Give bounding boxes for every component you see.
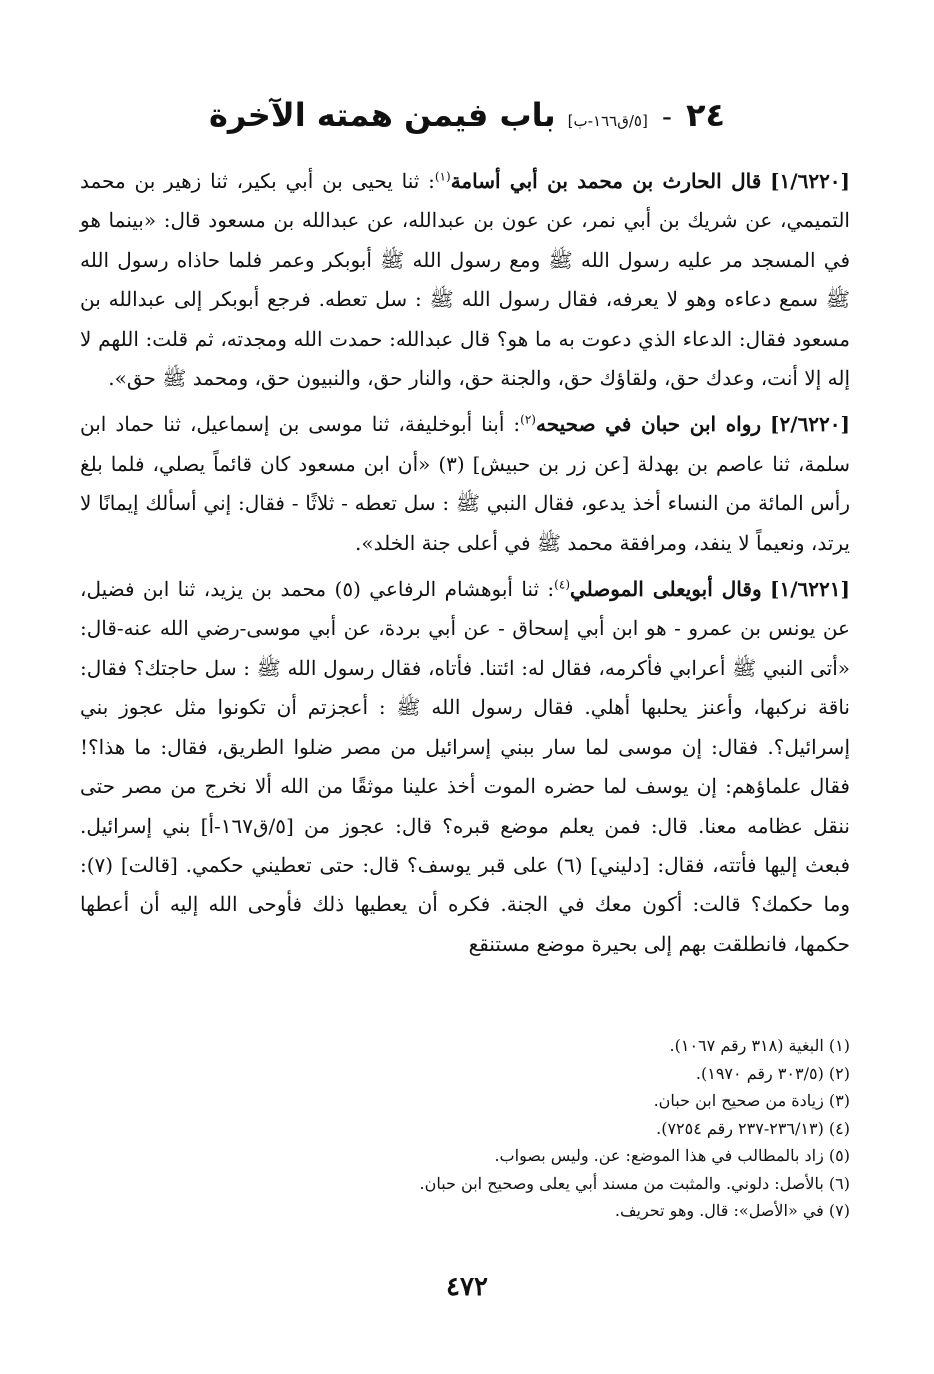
- hadith-paragraph: [80, 570, 850, 964]
- hadith-ref: [٢/٦٢٢٠]: [770, 412, 850, 437]
- footnote-marker: (١): [434, 169, 451, 184]
- footnote: (٣) زيادة من صحيح ابن حبان.: [653, 1091, 850, 1110]
- chapter-heading: [80, 96, 854, 146]
- footnote: (٧) في «الأصل»: قال. وهو تحريف.: [614, 1201, 850, 1220]
- hadith-body: : ثنا أبوهشام الرفاعي (٥) محمد بن يزيد، ثنا ابن فضيل، عن يونس بن عمرو - هو ابن أبي إسحاق - عن أبي بردة، عن أبي موسى-رضي الله عنه-قال: «أتى النبي ﷺ أعرابي فأكرمه، فقال له: ائتنا. فأتاه، فقال رسول الله ﷺ : سل حاجتك؟ فقال: ناقة نركبها، وأعنز يحلبها أهلي. فقال رسول الله ﷺ : أعجزتم أن تكونوا مثل عجوز بني إسرائيل؟. فقال: إن موسى لما سار ببني إسرائيل من مصر ضلوا الطريق، فقال: ما هذا؟! فقال علماؤهم: إن يوسف لما حضره الموت أخذ علينا موثقًا من الله ألا نخرج من مصر حتى ننقل عظامه معنا. قال: فمن يعلم موضع قبره؟ قال: عجوز من [٥/ق١٦٧-أ] بني إسرائيل. فبعث إليها فأتته، فقال: [دليني] (٦) على قبر يوسف؟ قال: حتى تعطيني حكمي. [قالت] (٧): وما حكمك؟ قالت: أكون معك في الجنة. فكره أن يعطيها ذلك فأوحى الله إليه أن أعطها حكمها، فانطلقت بهم إلى بحيرة موضع مستنقع: [80, 577, 850, 956]
- main-text: [80, 162, 850, 964]
- footnote-marker: (٤): [554, 577, 570, 592]
- manuscript-reference: [٥/ق١٦٦-ب]: [567, 112, 648, 130]
- hadith-body: : ثنا يحيى بن أبي بكير، ثنا زهير بن محمد التميمي، عن شريك بن أبي نمر، عن عون بن عبدالله، عن عبدالله بن مسعود قال: «بينما هو في المسجد مر عليه رسول الله ﷺ ومع رسول الله ﷺ أبوبكر وعمر فلما حاذاه رسول الله ﷺ سمع دعاءه وهو لا يعرفه، فقال رسول الله ﷺ : سل تعطه. فرجع أبوبكر إلى عبدالله بن مسعود فقال: الدعاء الذي دعوت به ما هو؟ قال عبدالله: حمدت الله ومجدته، ثم قلت: اللهم لا إله إلا أنت، وعدك حق، ولقاؤك حق، والجنة حق، والنار حق، والنبيون حق، ومحمد ﷺ حق».: [80, 169, 850, 391]
- hadith-lead: قال الحارث بن محمد بن أبي أسامة: [450, 169, 762, 193]
- footnote: (٢) (٣٠٣/٥ رقم ١٩٧٠).: [695, 1063, 850, 1083]
- chapter-title: باب فيمن همته الآخرة: [209, 96, 556, 134]
- footnotes: [300, 1032, 850, 1225]
- page-number: ٤٧٢: [446, 1272, 488, 1302]
- footnote-marker: (٢): [520, 412, 536, 427]
- hadith-paragraph: [80, 162, 850, 398]
- footnote: (٥) زاد بالمطالب في هذا الموضع: عن. وليس بصواب.: [494, 1146, 850, 1165]
- footnote: (٦) بالأصل: دلوني. والمثبت من مسند أبي يعلى وصحيح ابن حبان.: [419, 1173, 850, 1193]
- footnote: (٤) (٢٣٦/١٣-٢٣٧ رقم ٧٢٥٤).: [656, 1118, 850, 1138]
- hadith-paragraph: [80, 405, 850, 563]
- hadith-ref: [١/٦٢٢٠]: [770, 169, 851, 193]
- hadith-ref: [١/٦٢٢١]: [770, 577, 850, 602]
- heading-dash: -: [661, 100, 672, 133]
- chapter-number: ٢٤: [685, 96, 725, 134]
- hadith-lead: وقال أبويعلى الموصلي: [570, 577, 762, 602]
- hadith-body: : أبنا أبوخليفة، ثنا موسى بن إسماعيل، ثنا حماد ابن سلمة، ثنا عاصم بن بهدلة [عن زر بن حبيش] (٣) «أن ابن مسعود كان قائماً يصلي، فلما بلغ رأس المائة من النساء أخذ يدعو، فقال النبي ﷺ : سل تعطه - ثلاثًا - فقال: إني أسألك إيمانًا لا يرتد، ونعيماً لا ينفد، ومرافقة محمد ﷺ في أعلى جنة الخلد».: [80, 412, 850, 555]
- hadith-lead: رواه ابن حبان في صحيحه: [535, 412, 762, 437]
- footnote: (١) البغية (٣١٨ رقم ١٠٦٧).: [669, 1036, 850, 1055]
